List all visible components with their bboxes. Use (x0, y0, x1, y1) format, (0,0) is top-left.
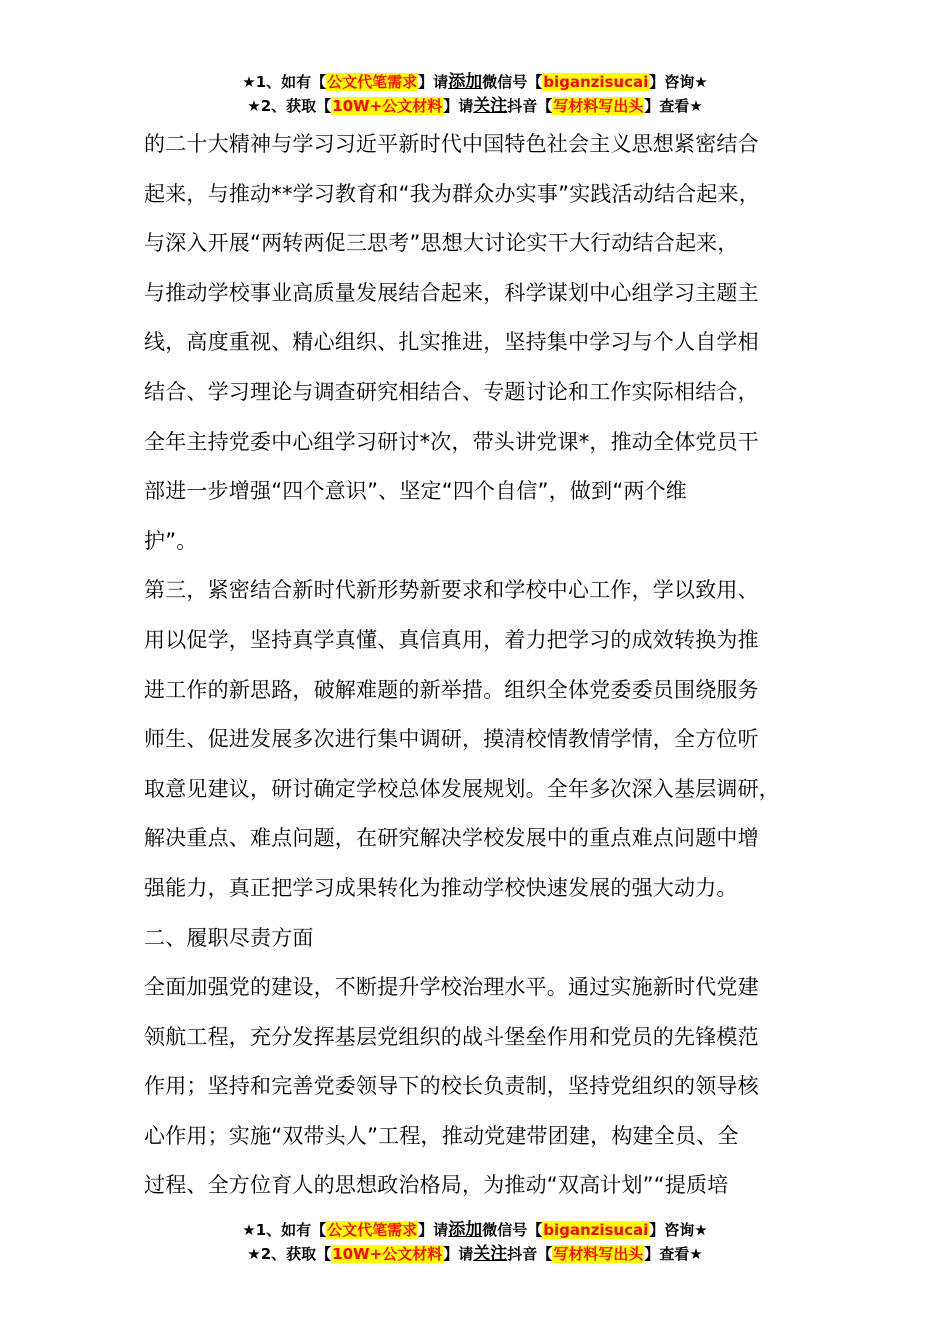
banner-text: 】请 (418, 73, 449, 91)
banner-text: 微信号【 (482, 73, 543, 91)
footer-banner (0, 1218, 950, 1266)
text-line: 进工作的新思路，破解难题的新举措。组织全体党委委员围绕服务 (144, 677, 759, 702)
banner-text: 】咨询★ (649, 1221, 708, 1239)
banner-highlight: 写材料写出头 (553, 97, 644, 115)
banner-highlight: 公文代笔需求 (327, 1221, 418, 1239)
banner-text: 】咨询★ (649, 73, 708, 91)
banner-text: 】请 (443, 97, 474, 115)
text-line: 与推动学校事业高质量发展结合起来，科学谋划中心组学习主题主 (144, 280, 759, 305)
text-line: 部进一步增强“四个意识”、坚定“四个自信”，做到“两个维 (144, 479, 687, 504)
header-banner (0, 70, 950, 118)
banner-line-1 (0, 70, 950, 94)
text-line: 全面加强党的建设，不断提升学校治理水平。通过实施新时代党建 (144, 975, 759, 1000)
text-line: 作用；坚持和完善党委领导下的校长负责制，坚持党组织的领导核 (144, 1074, 759, 1099)
banner-text: ★2、获取【 (247, 97, 332, 115)
banner-emphasis: 添加 (448, 72, 483, 92)
text-line: 取意见建议，研讨确定学校总体发展规划。全年多次深入基层调研， (144, 776, 780, 801)
banner-text: 抖音【 (507, 97, 553, 115)
banner-line-1 (0, 1218, 950, 1242)
banner-text: ★1、如有【 (242, 73, 327, 91)
text-line: 护”。 (144, 528, 198, 553)
banner-emphasis: 添加 (448, 1220, 483, 1240)
banner-text: 】请 (443, 1245, 474, 1263)
text-line: 结合、学习理论与调查研究相结合、专题讨论和工作实际相结合， (144, 379, 759, 404)
text-line: 起来，与推动**学习教育和“我为群众办实事”实践活动结合起来， (144, 181, 760, 206)
text-line: 线，高度重视、精心组织、扎实推进，坚持集中学习与个人自学相 (144, 330, 759, 355)
text-line: 用以促学，坚持真学真懂、真信真用，着力把学习的成效转换为推 (144, 627, 759, 652)
text-line: 全年主持党委中心组学习研讨*次，带头讲党课*，推动全体党员干 (144, 429, 759, 454)
banner-highlight: 写材料写出头 (553, 1245, 644, 1263)
banner-emphasis: 关注 (473, 96, 508, 116)
banner-highlight: 公文代笔需求 (327, 73, 418, 91)
text-line: 第三，紧密结合新时代新形势新要求和学校中心工作，学以致用、 (144, 578, 759, 603)
document-body (144, 120, 834, 1211)
text-line: 强能力，真正把学习成果转化为推动学校快速发展的强大动力。 (144, 875, 738, 900)
banner-highlight: biganzisucai (543, 1221, 649, 1239)
text-line: 解决重点、难点问题，在研究解决学校发展中的重点难点问题中增 (144, 826, 759, 851)
text-line: 领航工程，充分发挥基层党组织的战斗堡垒作用和党员的先锋模范 (144, 1024, 759, 1049)
banner-text: 抖音【 (507, 1245, 553, 1263)
banner-line-2 (0, 1242, 950, 1266)
banner-text: ★1、如有【 (242, 1221, 327, 1239)
text-line: 师生、促进发展多次进行集中调研，摸清校情教情学情，全方位听 (144, 727, 759, 752)
text-line: 心作用；实施“双带头人”工程，推动党建带团建，构建全员、全 (144, 1123, 739, 1148)
banner-highlight: biganzisucai (543, 73, 649, 91)
banner-highlight: 10W+公文材料 (332, 97, 443, 115)
section-heading: 二、履职尽责方面 (144, 925, 314, 950)
text-line: 过程、全方位育人的思想政治格局，为推动“双高计划”“提质培 (144, 1173, 729, 1198)
banner-text: 】请 (418, 1221, 449, 1239)
banner-highlight: 10W+公文材料 (332, 1245, 443, 1263)
banner-text: 微信号【 (482, 1221, 543, 1239)
banner-text: 】查看★ (644, 1245, 703, 1263)
banner-text: ★2、获取【 (247, 1245, 332, 1263)
banner-emphasis: 关注 (473, 1244, 508, 1264)
text-line: 的二十大精神与学习习近平新时代中国特色社会主义思想紧密结合 (144, 132, 759, 156)
banner-line-2 (0, 94, 950, 118)
text-line: 与深入开展“两转两促三思考”思想大讨论实干大行动结合起来， (144, 231, 739, 256)
banner-text: 】查看★ (644, 97, 703, 115)
